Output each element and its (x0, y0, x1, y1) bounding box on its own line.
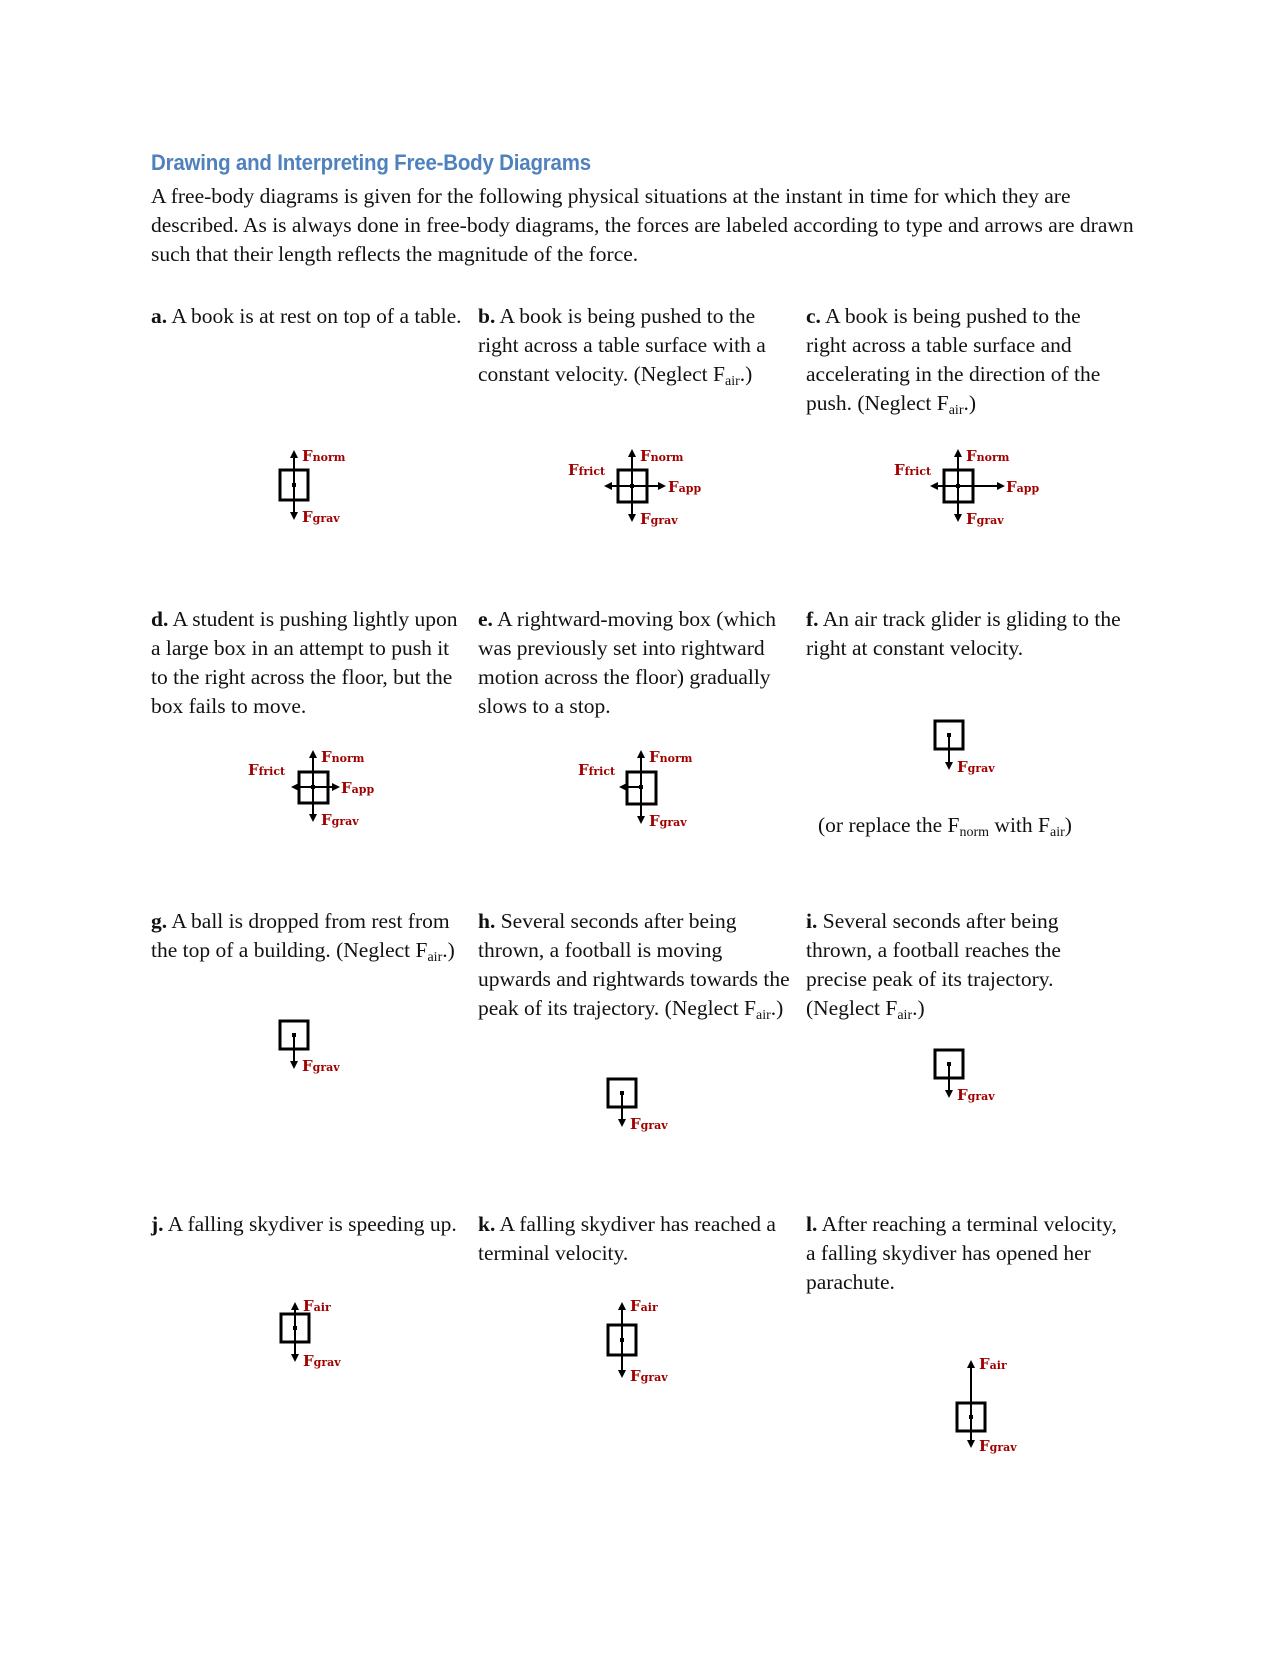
problem-e: e. A rightward-moving box (which was previously set into rightward motion across the floor) gradually slows to a stop. (478, 607, 776, 718)
svg-text:Ffrict: Ffrict (248, 761, 286, 779)
problem-d: d. A student is pushing lightly upon a large box in an attempt to push it to the right across the floor, but the box fails to move. (151, 607, 458, 718)
page-title: Drawing and Interpreting Free-Body Diagrams (151, 150, 591, 175)
problem-g: g. A ball is dropped from rest from the top of a building. (Neglect $F_{air}$.) (151, 909, 455, 965)
svg-text:Fapp: Fapp (668, 478, 702, 496)
svg-text:Fgrav: Fgrav (630, 1115, 668, 1133)
problem-b: b. A book is being pushed to the right across a table surface with a constant velocity. (Neglect $F_{air}$.) (478, 304, 766, 389)
svg-text:Fgrav: Fgrav (979, 1437, 1017, 1455)
problem-k: k. A falling skydiver has reached a terminal velocity. (478, 1212, 776, 1265)
svg-text:Fair: Fair (303, 1297, 331, 1315)
problem-h: h. Several seconds after being thrown, a football is moving upwards and rightwards towards the peak of its trajectory. (Neglect $F_{air}$.) (478, 909, 790, 1023)
svg-text:Fair: Fair (630, 1297, 658, 1315)
note-f: (or replace the $F_{norm}$ with $F_{air}$) (818, 813, 1072, 840)
svg-text:Fgrav: Fgrav (957, 1086, 995, 1104)
svg-text:Fnorm: Fnorm (649, 748, 693, 766)
svg-text:Fgrav: Fgrav (302, 1057, 340, 1075)
svg-text:Fgrav: Fgrav (957, 758, 995, 776)
svg-text:Ffrict: Ffrict (568, 461, 606, 479)
svg-text:Fapp: Fapp (1006, 478, 1040, 496)
svg-text:Fnorm: Fnorm (640, 447, 684, 465)
problem-j: j. A falling skydiver is speeding up. (151, 1212, 457, 1236)
label-fnorm: Fnorm (302, 447, 346, 465)
label-fgrav: Fgrav (302, 508, 340, 526)
svg-text:Fair: Fair (979, 1355, 1007, 1373)
problem-l: l. After reaching a terminal velocity, a falling skydiver has opened her parachute. (806, 1212, 1117, 1294)
svg-text:Fapp: Fapp (341, 779, 375, 797)
svg-text:Fnorm: Fnorm (321, 748, 365, 766)
problem-i: i. Several seconds after being thrown, a football reaches the precise peak of its trajectory. (Neglect $F_{air}$.) (806, 909, 1061, 1023)
svg-text:Ffrict: Ffrict (894, 461, 932, 479)
intro-paragraph: A free-body diagrams is given for the following physical situations at the instant in time for which they are described. As is always done in free-body diagrams, the forces are labeled according to type and arrows are drawn such that their length reflects the magnitude of the force. (151, 184, 1134, 266)
svg-text:Fgrav: Fgrav (303, 1352, 341, 1370)
svg-text:Fnorm: Fnorm (966, 447, 1010, 465)
problem-c: c. A book is being pushed to the right across a table surface and accelerating in the direction of the push. (Neglect $F_{air}$.) (806, 304, 1101, 418)
svg-text:Ffrict: Ffrict (578, 761, 616, 779)
svg-text:Fgrav: Fgrav (630, 1367, 668, 1385)
problem-f: f. An air track glider is gliding to the right at constant velocity. (806, 607, 1121, 660)
svg-text:Fgrav: Fgrav (649, 812, 687, 830)
svg-text:Fgrav: Fgrav (640, 510, 678, 528)
problem-a: a. A book is at rest on top of a table. (151, 304, 462, 328)
svg-text:Fgrav: Fgrav (321, 811, 359, 829)
svg-text:Fgrav: Fgrav (966, 510, 1004, 528)
